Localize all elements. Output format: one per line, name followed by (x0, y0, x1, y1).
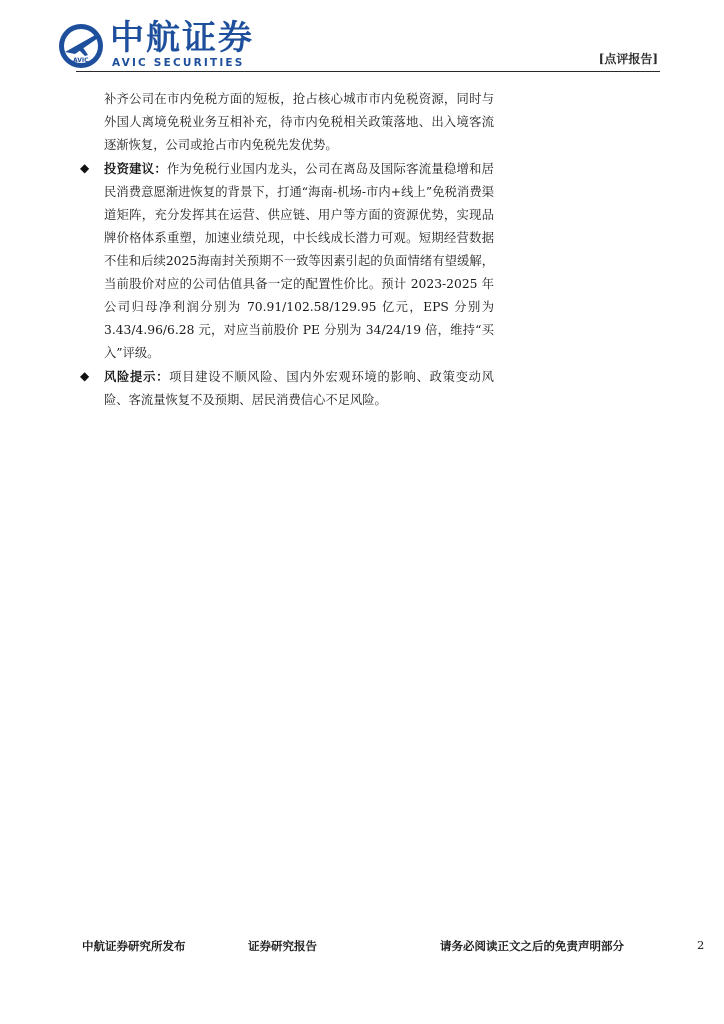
footer-publisher: 中航证券研究所发布 (82, 939, 186, 953)
page-header (0, 0, 724, 76)
avic-plane-logo-icon (57, 22, 105, 70)
report-body (80, 88, 494, 412)
footer-report-type: 证券研究报告 (248, 939, 317, 953)
diamond-bullet-icon: ◆ (80, 161, 90, 175)
logo-mark-text: AVIC (73, 57, 89, 64)
risk-warning-text: 项目建设不顺风险、国内外宏观环境的影响、政策变动风险、客流量恢复不及预期、居民消费信心不足风险。 (104, 370, 494, 407)
logo-english-name: AVIC SECURITIES (112, 57, 245, 69)
investment-advice-label: 投资建议： (104, 161, 167, 176)
investment-advice-text: 作为免税行业国内龙头，公司在离岛及国际客流量稳增和居民消费意愿渐进恢复的背景下，打通“海南-机场-市内+线上”免税消费渠道矩阵，充分发挥其在运营、供应链、用户等方面的资源优势，实现品牌价格体系重塑，加速业绩兑现，中长线成长潜力可观。短期经营数据不佳和后续2025海南封关预期不一致等因素引起的负面情绪有望缓解，当前股价对应的公司估值具备一定的配置性价比。预计 2023-2025 年公司归母净利润分别为 70.91/102.58/129.95 亿元，EPS 分别为 3.43/4.96/6.28 元，对应当前股价 PE 分别为 34/24/19 倍，维持“买入”评级。 (104, 162, 494, 360)
footer-disclaimer: 请务必阅读正文之后的免责声明部分 (440, 939, 624, 953)
paragraph-risk-warning (80, 365, 494, 412)
paragraph-investment-advice (80, 157, 494, 365)
paragraph-duty-free-continuation (80, 88, 494, 157)
page-footer (0, 938, 724, 960)
header-divider (76, 71, 660, 72)
paragraph-text: 补齐公司在市内免税方面的短板，抢占核心城市市内免税资源，同时与外国人离境免税业务互相补充，待市内免税相关政策落地、出入境客流逐渐恢复，公司或抢占市内免税先发优势。 (104, 92, 494, 152)
risk-warning-label: 风险提示： (104, 369, 170, 384)
report-type-tag: [点评报告] (598, 52, 658, 66)
diamond-bullet-icon: ◆ (80, 369, 90, 383)
logo-chinese-name: 中航证券 (110, 18, 254, 58)
page-number: 2 (697, 938, 705, 952)
